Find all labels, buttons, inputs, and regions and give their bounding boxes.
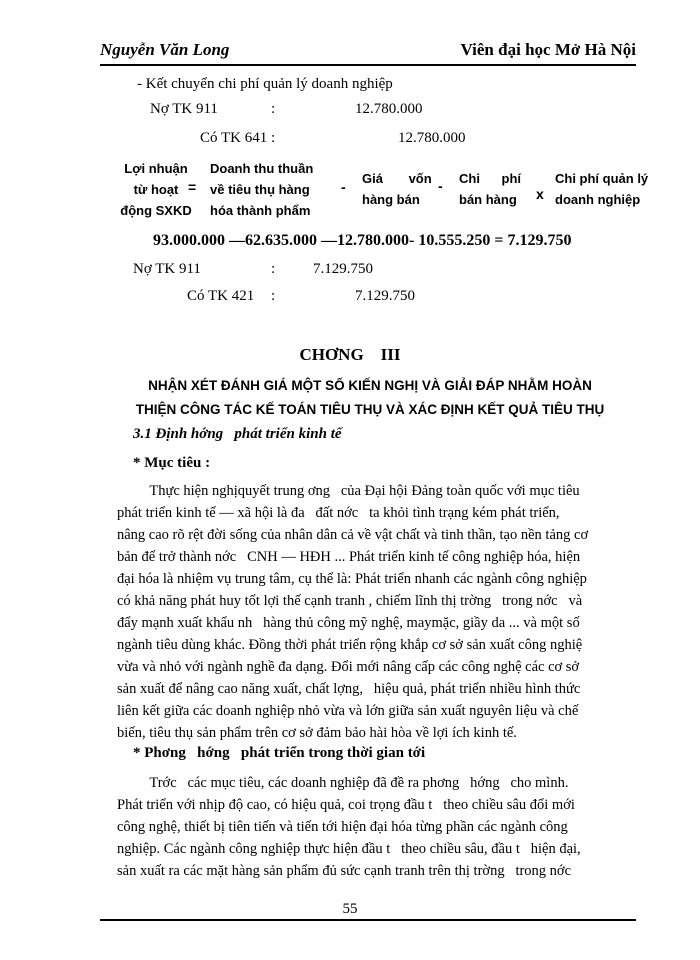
formula-minus-2: - [438, 178, 443, 194]
paragraph-line: công nghệ, thiết bị tiên tiến và tiến tới hiện đại hóa từng phần các ngành công [117, 819, 568, 835]
chapter-subtitle-line-2: THIỆN CÔNG TÁC KẾ TOÁN TIÊU THỤ VÀ XÁC ĐỊNH KẾT QUẢ TIÊU THỤ [135, 402, 605, 417]
entry2-amount: 12.780.000 [398, 130, 466, 146]
paragraph-line: đại hóa là nhiệm vụ trung tâm, cụ thể là: Phát triển nhanh các ngành công nghiệp [117, 571, 587, 587]
formula-admin-line: doanh nghiệp [555, 192, 641, 207]
formula-selling-line: Chi phí [459, 171, 522, 186]
formula-revenue-line: hóa thành phẩm [210, 203, 311, 218]
formula-cogs-line: Giá vốn [362, 171, 432, 186]
entry1-colon: : [271, 101, 276, 117]
paragraph-line: vừa và nhỏ với ngành nghề đa dạng. Đổi mới nâng cấp các công nghệ các cơ sở [117, 659, 580, 675]
formula-cogs [362, 168, 432, 210]
formula-admin [555, 168, 665, 210]
header-institution: Viên đại học Mở Hà Nội [460, 40, 636, 59]
formula-result-line: Lợi nhuận [124, 161, 188, 176]
formula-revenue [210, 158, 334, 221]
formula-result-line: từ hoạt [133, 182, 179, 197]
profit-calculation: 93.000.000 —62.635.000 —12.780.000- 10.555.250 = 7.129.750 [153, 232, 572, 249]
entry2-colon: : [271, 130, 276, 146]
paragraph-line: phát triển kinh tế — xã hội là đa đất nớc ta khỏi tình trạng kém phát triển, [117, 505, 560, 521]
paragraph-direction [117, 772, 635, 882]
formula-revenue-line: Doanh thu thuần [210, 161, 314, 176]
entry4-account: Có TK 421 [187, 288, 255, 304]
direction-heading: * Phơng hớng phát triển trong thời gian tới [133, 745, 426, 761]
header-author: Nguyễn Văn Long [100, 40, 230, 59]
paragraph-objectives [117, 480, 635, 744]
paragraph-line: nghiệp. Các ngành công nghiệp thực hiện đầu t theo chiều sâu, đầu t hiện đại, [117, 841, 581, 857]
paragraph-line: Thực hiện nghịquyết trung ơng của Đại hội Đảng toàn quốc với mục tiêu [117, 483, 580, 499]
paragraph-line: có khả năng phát huy tốt lợi thế cạnh tranh , chiếm lĩnh thị trờng trong nớc và [117, 593, 583, 609]
formula-times: x [536, 186, 544, 202]
paragraph-line: Trớc các mục tiêu, các doanh nghiệp đã đề ra phơng hớng cho mình. [117, 775, 569, 791]
paragraph-line: liên kết giữa các doanh nghiệp nhỏ vừa và lớn giữa sản xuất nguyên liệu và chế [117, 703, 579, 719]
formula-revenue-line: về tiêu thụ hàng [210, 182, 310, 197]
chapter-subtitle-line-1: NHẬN XÉT ĐÁNH GIÁ MỘT SỐ KIẾN NGHỊ VÀ GIẢI ĐÁP NHẰM HOÀN [148, 378, 592, 393]
entry2-account: Có TK 641 [200, 130, 268, 146]
entry4-amount: 7.129.750 [355, 288, 415, 304]
formula-cogs-line: hàng bán [362, 192, 420, 207]
paragraph-line: bản để trở thành nớc CNH — HĐH ... Phát triển kinh tế công nghiệp hóa, hiện [117, 549, 581, 565]
formula-selling-line: bán hàng [459, 192, 517, 207]
formula-result-line: động SXKD [120, 203, 192, 218]
paragraph-line: sản xuất ra các mặt hàng sản phẩm đủ sức cạnh tranh trên thị trờng trong nớc [117, 863, 572, 879]
chapter-title: CHƠNG III [299, 345, 401, 364]
paragraph-line: ngành tiêu dùng khác. Đồng thời phát triển rộng khắp cơ sở sản xuất công nghiệ [117, 637, 583, 653]
entry3-account: Nợ TK 911 [133, 261, 201, 277]
footer-rule [100, 919, 636, 921]
section-title: 3.1 Định hớng phát triển kinh tế [133, 426, 342, 442]
paragraph-line: sản xuất để nâng cao năng xuất, chất lợng, hiệu quả, phát triển nhiều hình thức [117, 681, 581, 697]
paragraph-line: nâng cao rõ rệt đời sống của nhân dân cả về vật chất và tinh thần, tạo nền tảng cơ [117, 527, 589, 543]
paragraph-line: Phát triển với nhịp độ cao, có hiệu quả, coi trọng đầu t theo chiều sâu đổi mới [117, 797, 575, 813]
formula-admin-line: Chi phí quản lý [555, 171, 649, 186]
paragraph-line: đẩy mạnh xuất khẩu nh hàng thủ công mỹ nghệ, maymặc, giầy da ... và một số [117, 615, 580, 631]
entry3-colon: : [271, 261, 276, 277]
objective-heading: * Mục tiêu : [133, 455, 211, 471]
formula-selling [459, 168, 529, 210]
entry4-colon: : [271, 288, 276, 304]
entry1-account: Nợ TK 911 [150, 101, 218, 117]
formula-result [117, 158, 195, 221]
page-number: 55 [342, 901, 358, 917]
formula-equals: = [188, 179, 197, 195]
entry3-amount: 7.129.750 [313, 261, 373, 277]
formula-minus-1: - [341, 179, 346, 195]
entry1-amount: 12.780.000 [355, 101, 423, 117]
transfer-label: - Kết chuyển chi phí quản lý doanh nghiệp [137, 76, 393, 92]
paragraph-line: biến, tiêu thụ sản phẩm trên cơ sở đảm bảo hài hòa về lợi ích kinh tế. [117, 725, 517, 741]
header-rule [100, 64, 636, 66]
